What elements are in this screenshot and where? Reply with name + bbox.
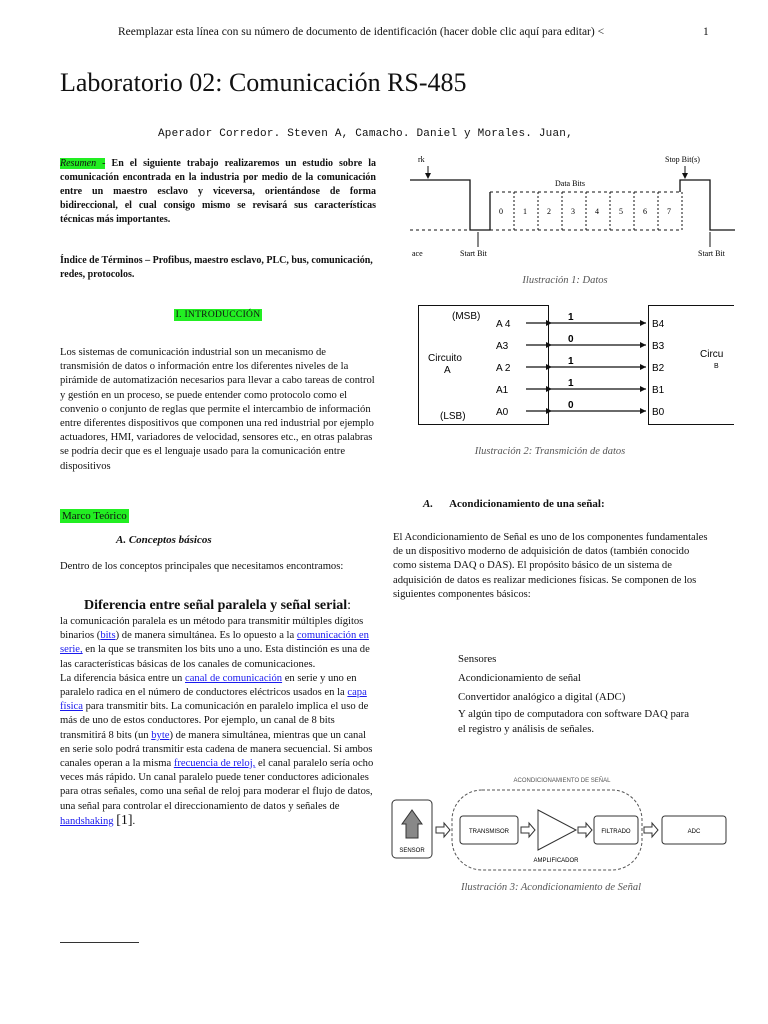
transmisor-label: TRANSMISOR	[468, 829, 510, 835]
diff-paragraph	[60, 615, 376, 829]
diff-p2: La diferencia básica entre un canal de comunicación en serie y uno en paralelo radica en el número de conductores eléctricos usados en la capa física para transmitir bits. La comunicación en paralelo implica el uso de más de uno de estos conductores. Por ejemplo, un canal de 8 bits transmitirá 8 bits (un byte) de manera simultánea, mientras que un canal en serie solo podrá transmitir esta cadena de manera secuencial. Si ambos canales operan a la misma frecuencia de reloj, el canal paralelo sería ocho veces más rápido. Un canal paralelo puede tener conductores adicionales para otras señales, como una señal de reloj para moderar el flujo de datos, una señal para controlar el direccionamiento de datos y señales de handshaking [1].	[60, 672, 374, 828]
arrow-3	[578, 823, 592, 837]
bit-value: 1	[568, 356, 574, 367]
component-item-1: Sensores	[458, 653, 497, 665]
msb-label: (MSB)	[452, 311, 481, 322]
input-label: A 2	[496, 363, 511, 374]
sensor-label: SENSOR	[399, 848, 425, 854]
circuit-a-line1: Circuito	[428, 353, 462, 364]
fig1-caption: Ilustración 1: Datos	[522, 275, 608, 286]
fig1-bit-label: 5	[619, 207, 623, 216]
amplifier-triangle	[538, 810, 576, 850]
amplificador-label: AMPLIFICADOR	[533, 858, 579, 864]
fig1-arrowhead	[425, 173, 431, 179]
adc-label: ADC	[687, 829, 701, 835]
link-canal-comunicacion[interactable]: canal de comunicación	[185, 672, 283, 684]
fig1-stop-label: Stop Bit(s)	[665, 155, 700, 164]
authors: Aperador Corredor. Steven A, Camacho. Daniel y Morales. Juan,	[158, 128, 573, 140]
fig1-bit-label: 3	[571, 207, 575, 216]
fig2-signal-lines	[496, 312, 665, 418]
parallel-transmission-figure	[418, 305, 734, 425]
arrow-4	[644, 823, 658, 837]
fig1-bit-label: 4	[595, 207, 599, 216]
arrow-1	[436, 823, 450, 837]
output-label: B0	[652, 407, 665, 418]
intro-paragraph: Los sistemas de comunicación industrial son un mecanismo de transmisión de datos o información entre los diferentes niveles de la pirámide de automatización necesarios para llevar a cabo tareas de control y gestión en un proceso, se puede entender como protocolo como el convenio o conjunto de reglas que permite el intercambio de información entre diferentes dispositivos que componen una red industrial por ejemplo actuadores, HMI, variadores de velocidad, sensores etc., en otras palabras se podría decir que es el lenguaje usado para la comunicación entre dispositivos	[60, 347, 375, 472]
link-bits[interactable]: bits	[100, 630, 116, 642]
fig1-bit-label: 7	[667, 207, 671, 216]
fig3-title: ACONDICIONAMIENTO DE SEÑAL	[513, 778, 611, 784]
input-label: A0	[496, 407, 509, 418]
section-a-heading: A. Acondicionamiento de una señal:	[423, 498, 605, 510]
index-terms: Índice de Términos – Profibus, maestro esclavo, PLC, bus, comunicación, redes, protocolos.	[60, 255, 373, 280]
signal-arrow-right	[640, 408, 646, 414]
input-label: A1	[496, 385, 509, 396]
link-comunicacion-serie[interactable]: comunicación en serie,	[60, 630, 369, 656]
fig1-start-left: Start Bit	[460, 249, 487, 258]
output-label: B4	[652, 319, 665, 330]
link-handshaking[interactable]: handshaking	[60, 815, 114, 827]
circuit-a-line2: A	[444, 365, 451, 376]
arrow-2	[521, 823, 535, 837]
fig1-bit-label: 1	[523, 207, 527, 216]
bit-value: 1	[568, 312, 574, 323]
signal-arrow-right	[640, 386, 646, 392]
fig1-bit-label: 6	[643, 207, 647, 216]
signal-arrow-right	[640, 342, 646, 348]
intro-heading: I. INTRODUCCIÓN	[175, 310, 261, 320]
fig1-arrowhead-stop	[682, 173, 688, 179]
document-title: Laboratorio 02: Comunicación RS-485	[60, 68, 467, 97]
abstract	[60, 157, 376, 227]
signal-conditioning-figure	[390, 772, 735, 872]
abstract-text: En el siguiente trabajo realizaremos un estudio sobre la comunicación encontrada en la industria por medio de la comunicación entre un maestro esclavo y viceversa, orientándose de forma bidireccional, el cual consigo mismo se revisará sus características técnicas más importantes.	[60, 158, 377, 225]
bit-value: 1	[568, 378, 574, 389]
bit-value: 0	[568, 400, 574, 411]
fig3-caption: Ilustración 3: Acondicionamiento de Señal	[460, 882, 642, 893]
fig1-bit-label: 2	[547, 207, 551, 216]
signal-arrow-right	[640, 364, 646, 370]
fig1-top-left-label: rk	[418, 155, 425, 164]
fig1-start-right: Start Bit	[698, 249, 725, 258]
fig1-bottom-left: ace	[412, 249, 423, 258]
fig1-data-bits-label: Data Bits	[555, 179, 585, 188]
diff-p1: la comunicación paralela es un método para transmitir múltiples dígitos binarios (bits) de manera simultánea. Es lo opuesto a la comunicación en serie, en la que se transmiten los bits uno a uno. Esta distinción es una de las características básicas de los canales de comunicaciones.	[60, 616, 370, 670]
output-label: B2	[652, 363, 665, 374]
fig1-bit-cells	[499, 192, 682, 230]
diff-heading: Diferencia entre señal paralela y señal serial:	[84, 598, 351, 613]
circuit-b-line1: Circu	[700, 349, 724, 360]
link-capa-fisica[interactable]: capa física	[60, 687, 367, 713]
abstract-label: Resumen -	[60, 158, 106, 169]
footnote-separator	[60, 942, 139, 943]
running-head[interactable]: Reemplazar esta línea con su número de documento de identificación (hacer doble clic aquí para editar) <	[118, 26, 605, 38]
conceptos-heading: A. Conceptos básicos	[116, 534, 212, 546]
conceptos-paragraph: Dentro de los conceptos principales que necesitamos encontramos:	[60, 561, 344, 572]
signal-arrow-right	[640, 320, 646, 326]
output-label: B1	[652, 385, 665, 396]
fig2-caption: Ilustración 2: Transmición de datos	[474, 446, 626, 457]
circuit-b-line2: B	[714, 363, 719, 370]
input-label: A 4	[496, 319, 511, 330]
fig1-waveform-right	[680, 180, 735, 230]
component-item-4: Y algún tipo de computadora con software DAQ para el registro y análisis de señales.	[458, 708, 690, 735]
input-label: A3	[496, 341, 509, 352]
section-a-paragraph: El Acondicionamiento de Señal es uno de los componentes fundamentales de un dispositivo moderno de adquisición de datos (también conocido como sistema DAQ o DAS). El propósito básico de un sistema de adquisición de datos es realizar mediciones físicas. Se componen de los siguientes componentes básicos:	[393, 532, 708, 600]
link-frecuencia-reloj[interactable]: frecuencia de reloj,	[173, 758, 256, 770]
link-byte[interactable]: byte	[151, 729, 170, 741]
fig1-waveform-left	[410, 180, 490, 230]
marco-teorico-heading: Marco Teórico	[62, 510, 127, 522]
component-item-2: Acondicionamiento de señal	[458, 672, 581, 684]
lsb-label: (LSB)	[440, 411, 466, 422]
filtrado-label: FILTRADO	[601, 829, 631, 835]
fig1-bit-label: 0	[499, 207, 503, 216]
component-item-3: Convertidor analógico a digital (ADC)	[458, 691, 626, 703]
output-label: B3	[652, 341, 665, 352]
page-number: 1	[703, 26, 709, 38]
serial-data-timing-figure	[410, 152, 735, 268]
bit-value: 0	[568, 334, 574, 345]
citation[interactable]: [1]	[116, 812, 133, 828]
